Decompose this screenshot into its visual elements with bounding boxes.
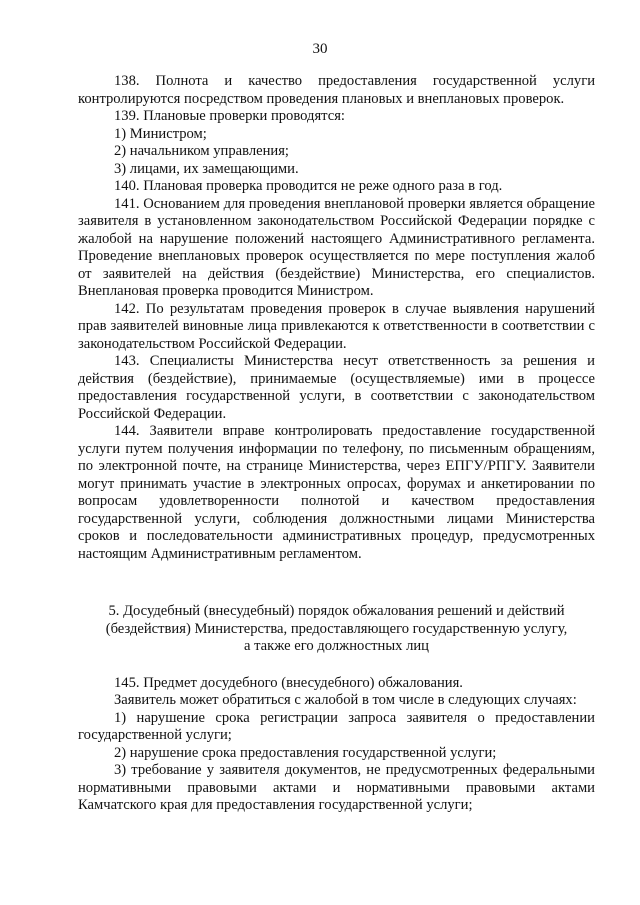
section-title-line-2: (бездействия) Министерства, предоставляющего государственную услугу, [105, 620, 568, 637]
paragraph-141: 141. Основанием для проведения внеплановой проверки является обращение заявителя в установленном законодательством Российской Федерации порядке с жалобой на нарушение положений настоящего Административного регламента. Проведение внеплановых проверок осуществляется по мере поступления жалоб от заявителей на действия (бездействие) Министерства, его специалистов. Внеплановая проверка проводится Министром. [78, 195, 595, 299]
list-item-head-of-department: 2) начальником управления; [114, 143, 289, 159]
paragraph-145: 145. Предмет досудебного (внесудебного) обжалования. [114, 674, 463, 691]
complaint-cases-intro: Заявитель может обратиться с жалобой в том числе в следующих случаях: [114, 692, 577, 708]
paragraph-138: 138. Полнота и качество предоставления государственной услуги контролируются посредством проведения плановых и внеплановых проверок. [78, 73, 595, 107]
list-item-minister: 1) Министром; [114, 125, 207, 142]
section-title-line-1: 5. Досудебный (внесудебный) порядок обжалования решений и действий [108, 603, 565, 619]
complaint-case-2: 2) нарушение срока предоставления государственной услуги; [114, 744, 497, 761]
page-number: 30 [312, 41, 328, 57]
paragraph-139: 139. Плановые проверки проводятся: [114, 108, 345, 124]
section-title [78, 603, 595, 656]
paragraph-140: 140. Плановая проверка проводится не реже одного раза в год. [114, 178, 503, 194]
document-body [78, 73, 595, 815]
list-item-deputies: 3) лицами, их замещающими. [114, 160, 299, 177]
complaint-case-1: 1) нарушение срока регистрации запроса заявителя о предоставлении государственной услуги; [78, 709, 595, 743]
complaint-case-3: 3) требование у заявителя документов, не предусмотренных федеральными нормативными правовыми актами и нормативными правовыми актами Камчатского края для предоставления государственной услуги; [78, 762, 595, 813]
paragraph-142: 142. По результатам проведения проверок в случае выявления нарушений прав заявителей виновные лица привлекаются к ответственности в соответствии с законодательством Российской Федерации. [78, 300, 595, 352]
paragraph-143: 143. Специалисты Министерства несут ответственность за решения и действия (бездействие), принимаемые (осуществляемые) ими в процессе предоставления государственной услуги, в соответствии с законодательством Российской Федерации. [78, 353, 595, 422]
section-title-line-3: а также его должностных лиц [244, 638, 429, 654]
paragraph-144: 144. Заявители вправе контролировать предоставление государственной услуги путем получения информации по телефону, по письменным обращениям, по электронной почте, на странице Министерства, через ЕПГУ/РПГУ. Заявители могут принимать участие в электронных опросах, форумах и анкетировании по вопросам удовлетворенности полнотой и качеством предоставления государственной услуги, соблюдения должностными лицами Министерства сроков и последовательности административных процедур, предусмотренных настоящим Административным регламентом. [78, 423, 595, 562]
